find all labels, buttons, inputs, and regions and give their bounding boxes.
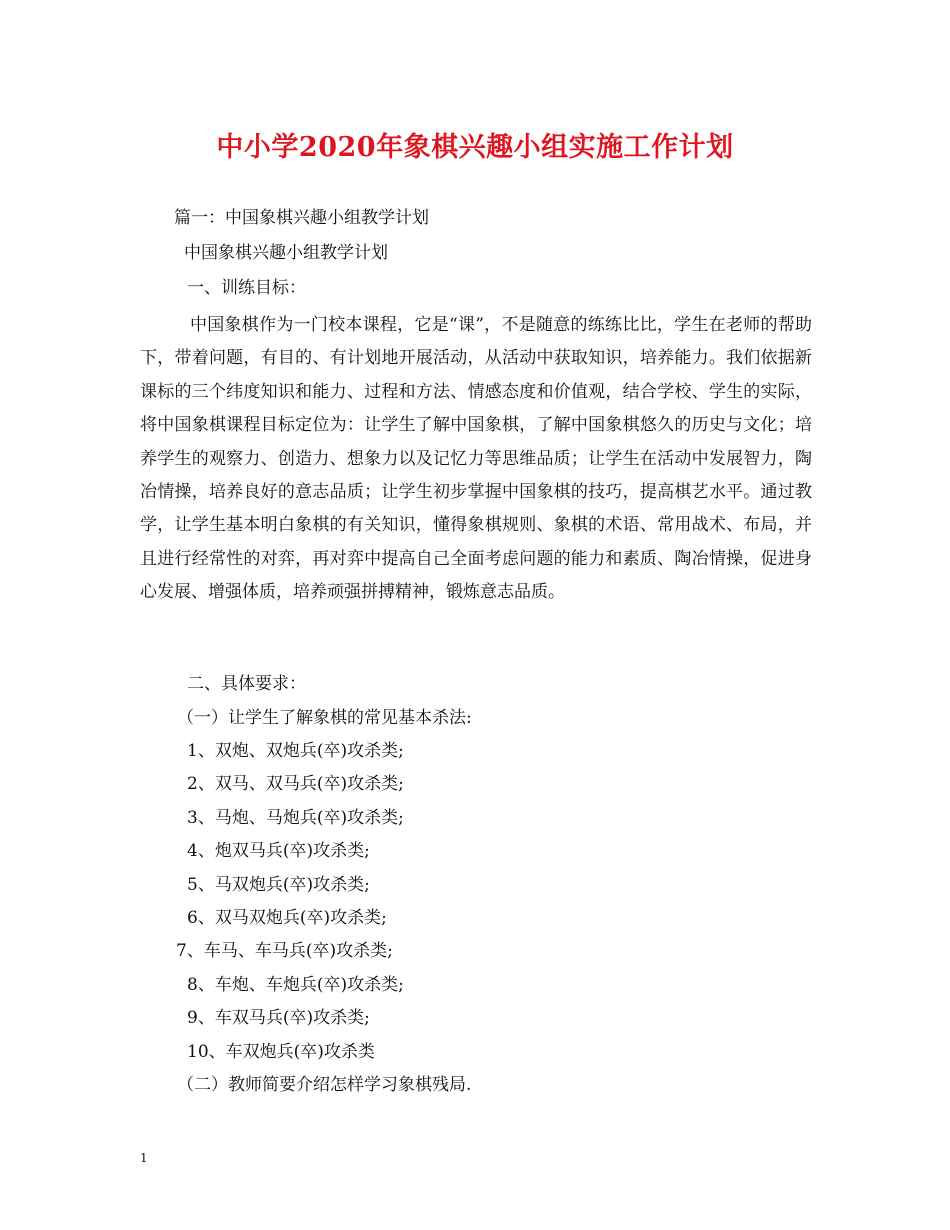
part1-heading: 一、训练目标： (187, 278, 306, 298)
list-item: 3、马炮、马炮兵(卒)攻杀类; (187, 808, 404, 828)
list-item: 2、双马、双马兵(卒)攻杀类; (187, 774, 404, 794)
list-item: 1、双炮、双炮兵(卒)攻杀类; (187, 741, 404, 761)
list-item: 10、车双炮兵(卒)攻杀类 (187, 1042, 375, 1062)
document-title: 中小学2020年象棋兴趣小组实施工作计划 (216, 132, 734, 163)
part2-heading: 二、具体要求： (187, 674, 306, 694)
list-item: 4、炮双马兵(卒)攻杀类; (187, 841, 370, 861)
list-item: 7、车马、车马兵(卒)攻杀类; (176, 941, 393, 961)
sub1-heading: （一）让学生了解象棋的常见基本杀法: (177, 708, 472, 728)
list-item: 9、车双马兵(卒)攻杀类; (187, 1008, 370, 1028)
list-item: 5、马双炮兵(卒)攻杀类; (187, 875, 370, 895)
page-number: 1 (140, 1151, 148, 1165)
sub2-heading: （二）教师简要介绍怎样学习象棋残局. (177, 1075, 472, 1095)
part1-paragraph: 中国象棋作为一门校本课程，它是“课”，不是随意的练练比比，学生在老师的帮助下，带着问题，有目的、有计划地开展活动，从活动中获取知识，培养能力。我们依据新课标的三个纬度知识和能力、过程和方法、情感态度和价值观，结合学校、学生的实际，将中国象棋课程目标定位为：让学生了解中国象棋，了解中国象棋悠久的历史与文化；培养学生的观察力、创造力、想象力以及记忆力等思维品质；让学生在活动中发展智力，陶冶情操，培养良好的意志品质；让学生初步掌握中国象棋的技巧，提高棋艺水平。通过教学，让学生基本明白象棋的有关知识，懂得象棋规则、象棋的术语、常用战术、布局，并且进行经常性的对弈，再对弈中提高自己全面考虑问题的能力和素质、陶冶情操，促进身心发展、增强体质，培养顽强拼搏精神，锻炼意志品质。 (140, 315, 812, 603)
list-item: 6、双马双炮兵(卒)攻杀类; (187, 908, 387, 928)
section-heading: 篇一：中国象棋兴趣小组教学计划 (174, 208, 429, 228)
list-item: 8、车炮、车炮兵(卒)攻杀类; (187, 975, 404, 995)
sub-heading: 中国象棋兴趣小组教学计划 (184, 243, 388, 263)
